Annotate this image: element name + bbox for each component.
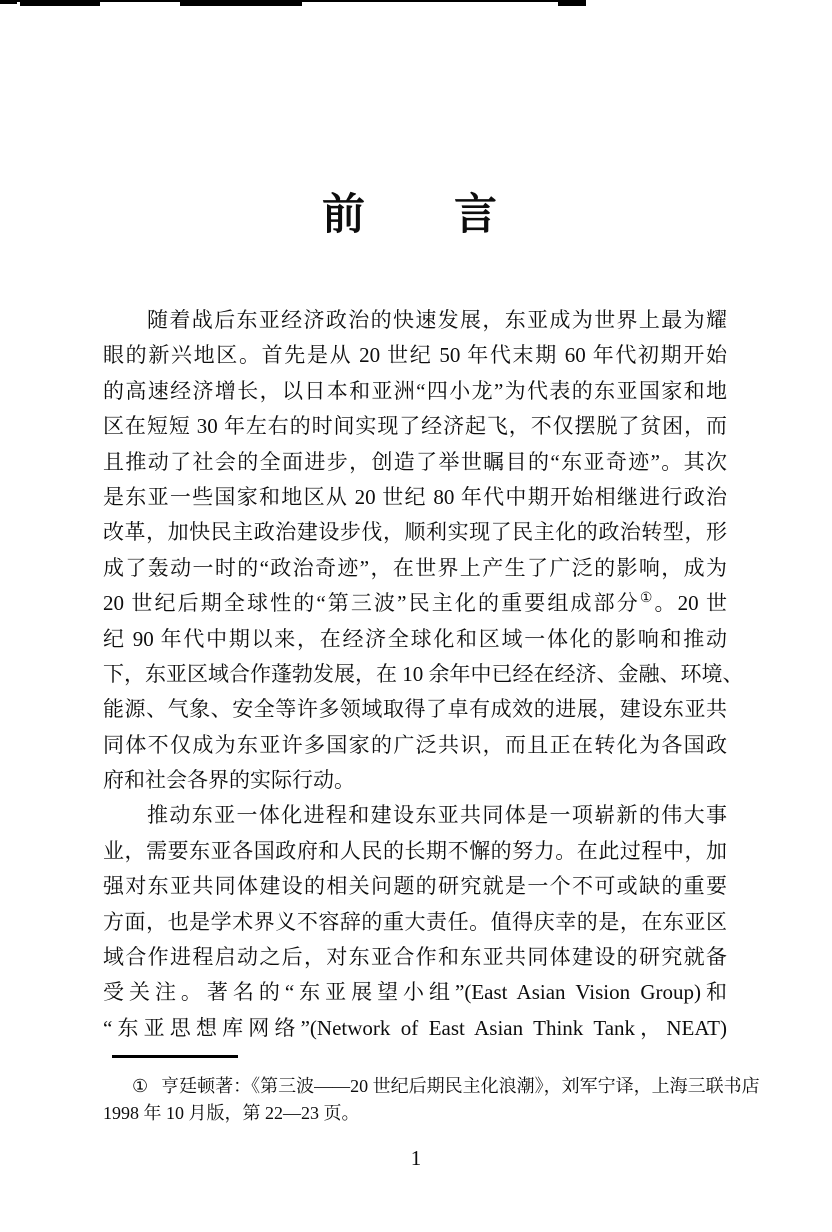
scan-artifact-top-edge-segment bbox=[180, 0, 302, 6]
body-line: 强对东亚共同体建设的相关问题的研究就是一个不可或缺的重要 bbox=[103, 874, 727, 899]
body-line-text: 20 世纪后期全球性的“第三波”民主化的重要组成部分 bbox=[103, 591, 640, 616]
footnote-line bbox=[103, 1073, 760, 1100]
paragraph bbox=[103, 798, 727, 1046]
body-line: 域合作进程启动之后，对东亚合作和东亚共同体建设的研究就备 bbox=[103, 945, 727, 970]
body-line: 的高速经济增长，以日本和亚洲“四小龙”为代表的东亚国家和地 bbox=[103, 378, 727, 403]
footnote-line: 1998 年 10 月版，第 22—23 页。 bbox=[103, 1103, 360, 1123]
body-line: 府和社会各界的实际行动。 bbox=[103, 768, 355, 793]
page-title: 前 言 bbox=[322, 192, 498, 239]
footnote-text: 亨廷顿著：《第三波——20 世纪后期民主化浪潮》，刘军宁译，上海三联书店 bbox=[161, 1076, 760, 1096]
body-line: 改革，加快民主政治建设步伐，顺利实现了民主化的政治转型，形 bbox=[103, 520, 727, 545]
paragraph bbox=[103, 303, 744, 798]
body-line: 下，东亚区域合作蓬勃发展，在 10 余年中已经在经济、金融、环境、 bbox=[103, 661, 744, 686]
body-line: 受关注。著名的“东亚展望小组”(East Asian Vision Group)和 bbox=[103, 980, 727, 1005]
body-line: 方面，也是学术界义不容辞的重大责任。值得庆幸的是，在东亚区 bbox=[103, 909, 727, 934]
scan-artifact-top-edge-segment bbox=[20, 0, 100, 6]
scan-artifact-top-edge-segment bbox=[558, 0, 586, 6]
body-text bbox=[103, 303, 744, 1046]
body-line-text: 。20 世 bbox=[654, 591, 728, 616]
body-line-with-footnote-ref bbox=[103, 586, 727, 621]
body-line: 随着战后东亚经济政治的快速发展，东亚成为世界上最为耀 bbox=[147, 308, 727, 332]
body-line: 区在短短 30 年左右的时间实现了经济起飞，不仅摆脱了贫困，而 bbox=[103, 414, 727, 439]
page-number: 1 bbox=[410, 1146, 422, 1170]
body-line: 推动东亚一体化进程和建设东亚共同体是一项崭新的伟大事 bbox=[147, 803, 727, 828]
body-line: 是东亚一些国家和地区从 20 世纪 80 年代中期开始相继进行政治 bbox=[103, 484, 727, 509]
body-line: 眼的新兴地区。首先是从 20 世纪 50 年代末期 60 年代初期开始 bbox=[103, 343, 727, 368]
scan-artifact-top-edge-segment bbox=[0, 0, 17, 4]
footnote-marker: ① bbox=[132, 1076, 149, 1096]
body-line: 纪 90 年代中期以来，在经济全球化和区域一体化的影响和推动 bbox=[103, 626, 727, 651]
footnote-ref-marker: ① bbox=[639, 591, 655, 607]
footnote-divider bbox=[112, 1055, 238, 1058]
body-line: “东亚思想库网络”(Network of East Asian Think Tank，NEAT) bbox=[103, 1015, 727, 1040]
body-line: 成了轰动一时的“政治奇迹”，在世界上产生了广泛的影响，成为 bbox=[103, 555, 727, 580]
body-line: 能源、气象、安全等许多领域取得了卓有成效的进展，建设东亚共 bbox=[103, 697, 727, 722]
body-line: 且推动了社会的全面进步，创造了举世瞩目的“东亚奇迹”。其次 bbox=[103, 449, 727, 474]
body-line: 业，需要东亚各国政府和人民的长期不懈的努力。在此过程中，加 bbox=[103, 838, 727, 863]
footnote bbox=[103, 1073, 760, 1127]
body-line: 同体不仅成为东亚许多国家的广泛共识，而且正在转化为各国政 bbox=[103, 732, 727, 757]
